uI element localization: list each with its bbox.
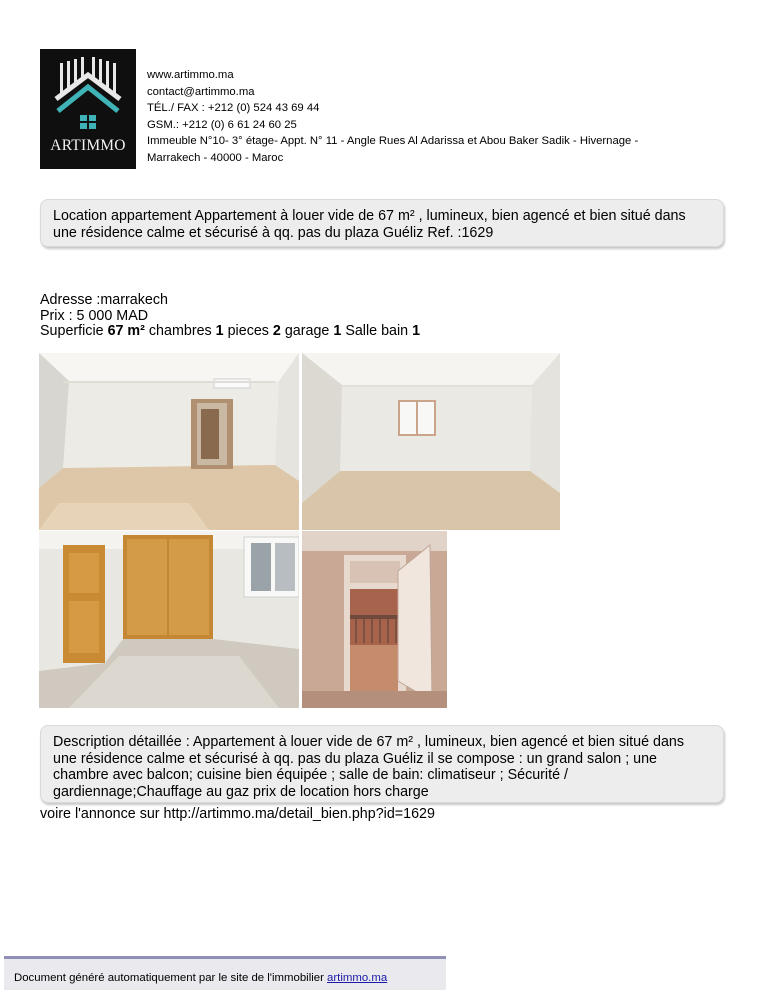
address-text: Adresse :marrakech [40,292,168,308]
salle-bain-label: Salle bain [345,323,409,340]
garage-value: 1 [333,323,342,340]
superficie-label: Superficie [40,323,104,340]
pieces-label: pieces [227,323,269,340]
listing-link-text: voire l'annonce sur http://artimmo.ma/detail_bien.php?id=1629 [40,806,435,822]
gsm-text: GSM.: +212 (0) 6 61 24 60 25 [147,118,297,131]
property-photo-4 [302,531,447,708]
superficie-value: 67 m² [107,323,145,340]
property-photo-1 [39,353,299,530]
artimmo-logo [40,49,136,169]
footer-text: Document généré automatiquement par le site de l'immobilier [14,972,328,984]
description-box [40,725,724,803]
address-line-1: Immeuble N°10- 3° étage- Appt. N° 11 - Angle Rues Al Adarissa et Abou Baker Sadik - Hivernage - [147,135,639,148]
pieces-value: 2 [272,323,281,340]
website-text: www.artimmo.ma [147,69,234,81]
property-photo-2 [302,353,560,530]
chambres-value: 1 [215,323,224,340]
footer-link[interactable]: artimmo.ma [327,972,388,984]
agency-contact-info [147,67,638,167]
garage-label: garage [284,323,330,340]
listing-summary [40,293,420,340]
description-text: Description détaillée : Appartement à louer vide de 67 m² , lumineux, bien agencé et bien situé dans une résidence calme et sécurisé à qq. pas du plaza Guéliz il se compose : un grand salon ; une chambre avec balcon; cuisine bien équipée ; salle de bain: climatiseur ; Sécurité / gardiennage;Chauffage au gaz prix de location hors charge [53,734,685,800]
listing-title-box [40,199,724,247]
logo-text: ARTIMMO [50,137,126,154]
listing-title: Location appartement Appartement à louer vide de 67 m² , lumineux, bien agencé et bien situé dans une résidence calme et sécurisé à qq. pas du plaza Guéliz Ref. :1629 [53,208,686,241]
address-line-2: Marrakech - 40000 - Maroc [147,151,284,164]
chambres-label: chambres [148,323,212,340]
email-text: contact@artimmo.ma [147,85,255,98]
price-text: Prix : 5 000 MAD [40,307,149,324]
salle-bain-value: 1 [412,323,421,340]
footer [4,956,446,990]
features-line [40,324,420,340]
phone-fax-text: TÉL./ FAX : +212 (0) 524 43 69 44 [147,102,320,115]
property-photo-3 [39,531,299,708]
